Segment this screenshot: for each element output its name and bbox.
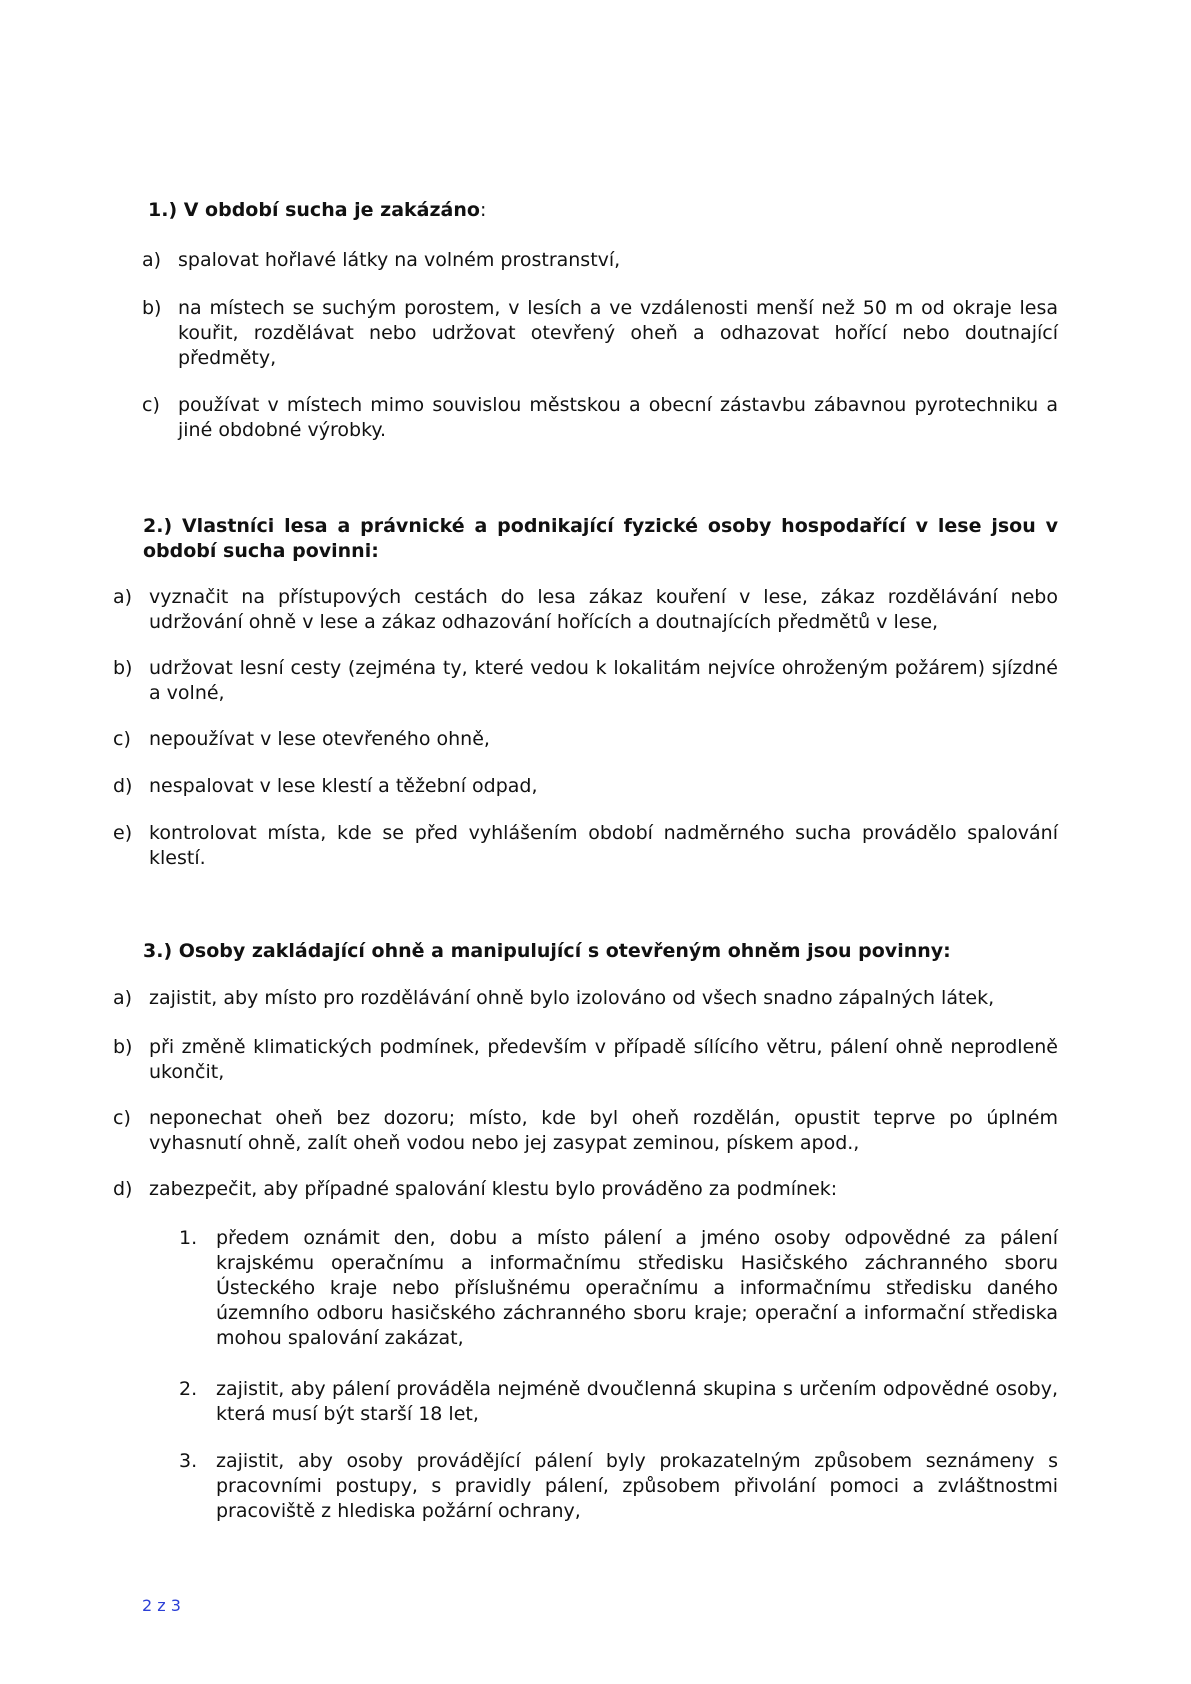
section-3-heading: 3.) Osoby zakládající ohně a manipulující s otevřeným ohněm jsou povinny: (143, 940, 951, 962)
section-1-item-b (142, 296, 1058, 371)
list-marker: d) (113, 775, 133, 797)
section-1-heading-colon: : (479, 199, 487, 221)
list-marker: a) (113, 586, 133, 608)
section-2-item-a (113, 585, 1058, 635)
section-1-heading-text: 1.) V období sucha je zakázáno (148, 199, 480, 221)
sublist-marker: 2. (179, 1378, 198, 1400)
section-3-subitem-2 (179, 1377, 1058, 1427)
list-item-text: používat v místech mimo souvislou městskou a obecní zástavbu zábavnou pyrotechniku a jiné obdobné výrobky. (178, 394, 1058, 441)
list-marker: b) (113, 657, 133, 679)
list-marker: b) (113, 1036, 133, 1058)
section-2-item-c (113, 727, 1058, 752)
list-item-text: zajistit, aby místo pro rozdělávání ohně bylo izolováno od všech snadno zápalných látek, (149, 987, 995, 1009)
sublist-item-text: zajistit, aby pálení prováděla nejméně dvoučlenná skupina s určením odpovědné osoby, která musí být starší 18 let, (216, 1378, 1058, 1425)
section-3-item-d (113, 1177, 1058, 1202)
list-marker: b) (142, 297, 162, 319)
sublist-marker: 3. (179, 1450, 198, 1472)
section-2-item-b (113, 656, 1058, 706)
list-item-text: na místech se suchým porostem, v lesích a ve vzdálenosti menší než 50 m od okraje lesa kouřit, rozdělávat nebo udržovat otevřený oheň a odhazovat hořící nebo doutnající předměty, (178, 297, 1058, 369)
list-marker: c) (142, 394, 160, 416)
list-item-text: při změně klimatických podmínek, především v případě sílícího větru, pálení ohně neprodleně ukončit, (149, 1036, 1058, 1083)
list-item-text: nepoužívat v lese otevřeného ohně, (149, 728, 490, 750)
list-marker: a) (142, 249, 162, 271)
list-item-text: nespalovat v lese klestí a těžební odpad, (149, 775, 538, 797)
sublist-item-text: předem oznámit den, dobu a místo pálení a jméno osoby odpovědné za pálení krajskému operačnímu a informačnímu středisku Hasičského záchranného sboru Ústeckého kraje nebo příslušnému operačnímu a informačnímu středisku daného územního odboru hasičského záchranného sboru kraje; operační a informační střediska mohou spalování zakázat, (216, 1227, 1058, 1349)
section-3-item-c (113, 1106, 1058, 1156)
section-3-subitem-3 (179, 1449, 1058, 1524)
page-number: 2 z 3 (142, 1596, 181, 1615)
sublist-marker: 1. (179, 1227, 198, 1249)
section-3-item-a (113, 986, 1058, 1011)
section-2-heading: 2.) Vlastníci lesa a právnické a podnikající fyzické osoby hospodařící v lese jsou v období sucha povinni: (143, 515, 1058, 562)
list-item-text: neponechat oheň bez dozoru; místo, kde byl oheň rozdělán, opustit teprve po úplném vyhasnutí ohně, zalít oheň vodou nebo jej zasypat zeminou, pískem apod., (149, 1107, 1058, 1154)
section-3-item-b (113, 1035, 1058, 1085)
list-marker: e) (113, 822, 133, 844)
section-2-item-d (113, 774, 1058, 799)
section-1-item-a (142, 248, 1058, 273)
list-marker: a) (113, 987, 133, 1009)
list-marker: d) (113, 1178, 133, 1200)
list-item-text: kontrolovat místa, kde se před vyhlášením období nadměrného sucha provádělo spalování klestí. (149, 822, 1058, 869)
section-1-item-c (142, 393, 1058, 443)
list-item-text: zabezpečit, aby případné spalování klestu bylo prováděno za podmínek: (149, 1178, 838, 1200)
list-marker: c) (113, 728, 131, 750)
section-3-subitem-1 (179, 1226, 1058, 1351)
section-2-item-e (113, 821, 1058, 871)
section-1-heading (148, 198, 1058, 223)
list-item-text: spalovat hořlavé látky na volném prostranství, (178, 249, 621, 271)
sublist-item-text: zajistit, aby osoby provádějící pálení byly prokazatelným způsobem seznámeny s pracovními postupy, s pravidly pálení, způsobem přivolání pomoci a zvláštnostmi pracoviště z hlediska požární ochrany, (216, 1450, 1058, 1522)
list-item-text: vyznačit na přístupových cestách do lesa zákaz kouření v lese, zákaz rozdělávání nebo udržování ohně v lese a zákaz odhazování hořících a doutnajících předmětů v lese, (149, 586, 1058, 633)
list-marker: c) (113, 1107, 131, 1129)
list-item-text: udržovat lesní cesty (zejména ty, které vedou k lokalitám nejvíce ohroženým požárem) sjízdné a volné, (149, 657, 1058, 704)
